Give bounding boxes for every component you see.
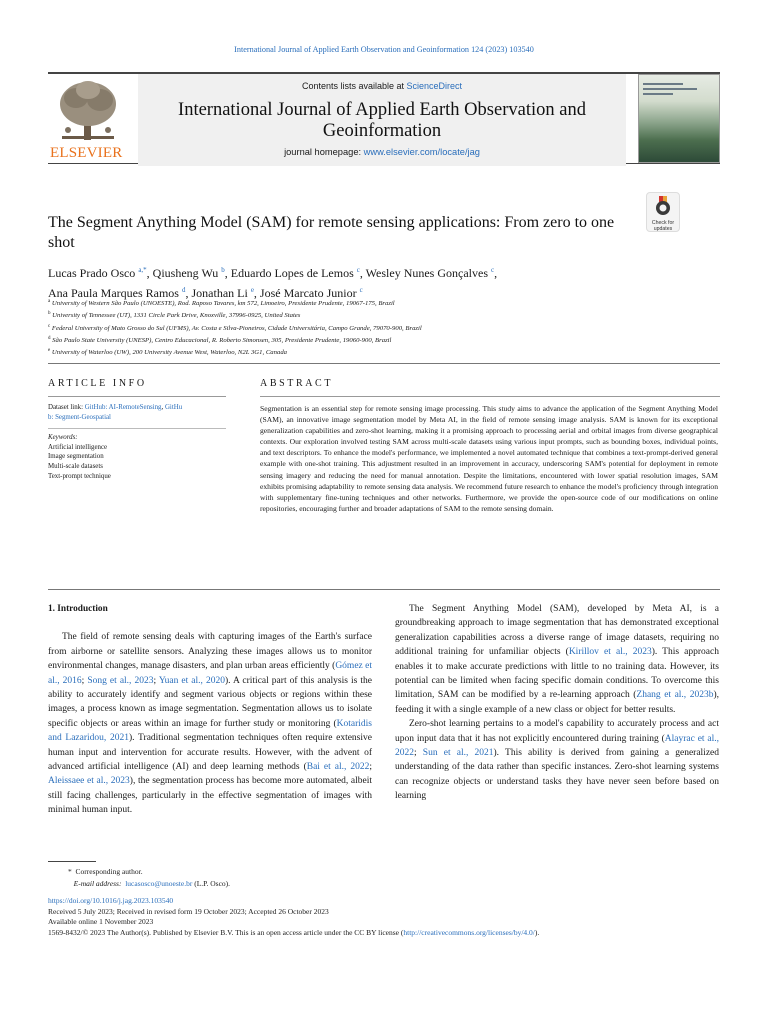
- citation-link[interactable]: Yuan et al., 2020: [158, 675, 225, 686]
- masthead-center: [138, 74, 626, 166]
- author-name[interactable]: Jonathan Li: [191, 286, 248, 300]
- intro-paragraph-2: [395, 602, 719, 717]
- crossmark-label-1: Check for: [651, 220, 675, 226]
- citation-link[interactable]: Zhang et al., 2023b: [636, 690, 714, 701]
- abstract-divider: [48, 589, 720, 590]
- intro-paragraph-1: [48, 630, 372, 817]
- running-head[interactable]: International Journal of Applied Earth Observation and Geoinformation 124 (2023) 103540: [234, 45, 534, 54]
- author-separator: ,: [253, 286, 260, 300]
- affiliation-text: São Paulo State University (UNESP), Centro Educacional, R. Roberto Simonsen, 305, Presidente Prudente, 19060-900, Brazil: [50, 336, 392, 344]
- publication-info: [48, 896, 728, 938]
- affiliation-item: [48, 334, 720, 346]
- author-affiliation-marker[interactable]: e: [250, 286, 254, 294]
- received-dates: Received 5 July 2023; Received in revised form 19 October 2023; Accepted 26 October 2023: [48, 906, 329, 916]
- body-column-right: [395, 602, 719, 804]
- contents-prefix: Contents lists available at: [301, 81, 407, 91]
- email-note: [48, 878, 728, 890]
- abstract-body: Segmentation is an essential step for remote sensing image processing. This study aims to advance the application of the Segment Anything Model (SAM), an innovative image segmentation model by Meta AI, in the field of remote sensing image analysis. SAM is known for its exceptional generalization capabilities and zero-shot learning, making it a promising approach to processing aerial and orbital images from diverse geographical contexts. Our exploration involved testing SAM across multi-scale datasets using various input prompts, such as bounding boxes, individual points, and text descriptors. To enhance the model's performance, we implemented a novel automated technique that combines a text-prompt-derived general example with one-shot training. This adjustment resulted in an improvement in accuracy, underscoring SAM's potential for deployment in remote sensing imagery and reducing the need for manual annotation. Despite the limitations, encountered with lower spatial resolution images, SAM exhibits promising adaptability to remote sensing data analysis. We recommend future research to enhance the model's proficiency through integration with supplementary fine-tuning techniques and other networks. Furthermore, we provide the open-source code of our modifications on online repositories, encouraging further and broader adaptations of SAM to the remote sensing domain.: [260, 404, 718, 513]
- license-link[interactable]: http://creativecommons.org/licenses/by/4.0/: [403, 927, 535, 937]
- copyright-line: [48, 928, 728, 939]
- author-separator: ,: [494, 266, 498, 280]
- doi-link[interactable]: https://doi.org/10.1016/j.jag.2023.103540: [48, 896, 174, 905]
- footnote-rule: [48, 861, 96, 862]
- citation-link[interactable]: Sun et al., 2021: [422, 748, 494, 759]
- affiliation-list: [48, 297, 720, 358]
- corresponding-author-note: [48, 866, 728, 878]
- footnotes: [48, 866, 728, 938]
- affiliation-text: University of Western São Paulo (UNOESTE), Rod. Raposo Tavares, km 572, Limoeiro, Presidente Prudente, 19067-175, Brazil: [50, 300, 395, 307]
- citation-link[interactable]: Kirillov et al., 2023: [568, 647, 652, 658]
- paragraph-text: ). This approach enables it to make accurate predictions with little to no training data. However, its potential can be limited when facing specific domain conditions. To overcome this limitation, SAM can be modified by a re-learning approach (: [395, 647, 719, 701]
- homepage-link[interactable]: www.elsevier.com/locate/jag: [363, 147, 480, 157]
- corresponding-text: Corresponding author.: [75, 867, 143, 876]
- keyword-item: Image segmentation: [48, 453, 104, 461]
- keyword-item: Multi-scale datasets: [48, 462, 103, 470]
- contents-line: [138, 81, 626, 91]
- paragraph-text: ;: [414, 748, 423, 759]
- email-link[interactable]: lucasosco@unoeste.br: [125, 879, 193, 888]
- affiliation-key: b: [48, 311, 51, 317]
- author-name[interactable]: José Marcato Junior: [259, 286, 357, 300]
- abstract-heading: ABSTRACT: [260, 378, 334, 389]
- copyright-prefix: 1569-8432/© 2023 The Author(s). Published by Elsevier B.V. This is an open access article under the CC BY license (: [48, 927, 404, 937]
- email-suffix: (L.P. Osco).: [194, 879, 231, 888]
- affiliation-key: c: [48, 323, 51, 329]
- journal-title: International Journal of Applied Earth Observation and Geoinformation: [178, 100, 586, 141]
- affiliation-text: University of Waterloo (UW), 200 University Avenue West, Waterloo, N2L 3G1, Canada: [50, 349, 288, 357]
- crossmark-icon: [654, 196, 672, 216]
- homepage-prefix: journal homepage:: [284, 147, 364, 157]
- journal-cover-thumbnail[interactable]: [638, 74, 720, 163]
- dataset-link-segment-geospatial[interactable]: GitHu: [164, 404, 183, 411]
- citation-link[interactable]: Kotaridis and Lazaridou, 2021: [48, 718, 372, 744]
- author-name[interactable]: Qiusheng Wu: [152, 266, 219, 280]
- author-separator: ,: [224, 266, 231, 280]
- citation-link[interactable]: Song et al., 2023: [87, 675, 154, 686]
- body-column-left: [48, 602, 372, 818]
- paragraph-text: ;: [81, 675, 88, 686]
- citation-link[interactable]: Gómez et al., 2016: [48, 661, 372, 686]
- dataset-link-segment-geospatial-cont[interactable]: b: Segment-Geospatial: [48, 413, 111, 421]
- email-label: E-mail address:: [73, 879, 122, 888]
- journal-masthead: [48, 72, 720, 164]
- dataset-separator: ,: [161, 404, 165, 411]
- dataset-prefix: Dataset link:: [48, 404, 85, 411]
- paragraph-text: ;: [369, 762, 372, 773]
- introduction-heading: 1. Introduction: [48, 604, 108, 614]
- author-affiliation-marker[interactable]: c: [356, 266, 360, 274]
- check-for-updates-button[interactable]: [646, 192, 680, 232]
- author-affiliation-marker[interactable]: c: [359, 286, 363, 294]
- keyword-item: Text-prompt technique: [48, 472, 111, 480]
- intro-paragraph-3: [395, 717, 719, 803]
- author-separator: ,: [359, 266, 366, 280]
- article-info-heading: ARTICLE INFO: [48, 378, 147, 389]
- author-affiliation-marker[interactable]: a,*: [138, 266, 147, 274]
- publisher-wordmark: ELSEVIER: [50, 145, 123, 161]
- paragraph-text: Zero-shot learning pertains to a model's capability to accurately process and act upon input data that it has not explicitly encountered during training (: [395, 719, 719, 744]
- keywords-title: Keywords:: [48, 434, 78, 442]
- author-name[interactable]: Lucas Prado Osco: [48, 266, 136, 280]
- copyright-suffix: ).: [534, 927, 540, 937]
- paragraph-text: ;: [153, 675, 159, 686]
- keyword-item: Artificial intelligence: [48, 443, 108, 451]
- author-name[interactable]: Wesley Nunes Gonçalves: [365, 266, 489, 280]
- author-affiliation-marker[interactable]: d: [181, 286, 186, 294]
- article-info-panel: [48, 403, 226, 481]
- affiliation-item: [48, 346, 720, 358]
- affiliation-item: [48, 322, 720, 334]
- affiliation-key: e: [48, 348, 51, 354]
- homepage-line: [138, 147, 626, 157]
- crossmark-label-2: updates: [653, 226, 673, 232]
- article-title: The Segment Anything Model (SAM) for remote sensing applications: From zero to one shot: [48, 214, 615, 251]
- paragraph-text: The Segment Anything Model (SAM), developed by Meta AI, is a groundbreaking approach to image segmentation that has demonstrated exceptional generalization capabilities across a diverse range of image datasets, requiring no additional training for unfamiliar objects (: [395, 604, 719, 658]
- paragraph-text: ), the segmentation process has become more automated, albeit still facing challenges, particularly in the effective segmentation of images with minimal human input.: [48, 776, 372, 816]
- header-divider: [48, 363, 720, 364]
- paragraph-text: ), feeding it with a single example of a new class or object for better results.: [395, 690, 719, 715]
- elsevier-tree-logo: [48, 78, 128, 162]
- paragraph-text: ). A critical part of this analysis is the ability to accurately identify and segment various objects or regions within these images, a process known as image segmentation. Segmentation allows us to isolate specific objects or areas within an image for further study or monitoring (: [48, 675, 372, 729]
- dataset-link-airemotesensing[interactable]: GitHub: AI-RemoteSensing: [84, 404, 162, 411]
- affiliation-text: University of Tennessee (UT), 1331 Circle Park Drive, Knoxville, 37996-0925, United States: [50, 312, 301, 320]
- citation-link[interactable]: Bai et al., 2022: [306, 762, 370, 773]
- author-affiliation-marker[interactable]: b: [221, 266, 225, 274]
- affiliation-item: [48, 309, 720, 321]
- author-name[interactable]: Ana Paula Marques Ramos: [48, 286, 179, 300]
- author-name[interactable]: Eduardo Lopes de Lemos: [230, 266, 354, 280]
- author-list: [48, 262, 720, 302]
- paragraph-text: ). This ability is derived from gaining a generalized understanding of the data rather than specific instances. Zero-shot learning systems can recognize objects or understand tasks they have never seen before based on learning: [395, 748, 720, 802]
- sciencedirect-link[interactable]: ScienceDirect: [406, 81, 463, 91]
- affiliation-key: a: [48, 299, 51, 304]
- paragraph-text: The field of remote sensing deals with capturing images of the Earth's surface from airborne or satellite sensors. Analyzing these images allows us to monitor environmental changes, manage disasters, and plan urban areas efficiently (: [48, 632, 372, 672]
- article-info-rule: [48, 396, 226, 397]
- citation-link[interactable]: Alayrac et al., 2022: [395, 733, 719, 759]
- citation-link[interactable]: Aleissaee et al., 2023: [48, 776, 130, 787]
- keywords-block: [48, 428, 226, 481]
- abstract-rule: [260, 396, 720, 397]
- affiliation-key: d: [48, 335, 51, 341]
- author-affiliation-marker[interactable]: c: [491, 266, 495, 274]
- dataset-link-line: [48, 403, 226, 422]
- paragraph-text: ). Traditional segmentation techniques often require extensive human input and intervention for accurate results. However, with the advent of advanced artificial intelligence (AI) and deep learning methods (: [48, 733, 372, 773]
- author-separator: ,: [185, 286, 192, 300]
- affiliation-text: Federal University of Mato Grosso do Sul (UFMS), Av. Costa e Silva-Pioneiros, Cidade Universitária, Campo Grande, 79070-900, Brazil: [50, 324, 422, 332]
- affiliation-item: [48, 297, 720, 309]
- author-separator: ,: [146, 266, 153, 280]
- corresponding-marker: *: [68, 867, 72, 876]
- available-online: Available online 1 November 2023: [48, 917, 154, 926]
- keyword-list: [48, 443, 226, 481]
